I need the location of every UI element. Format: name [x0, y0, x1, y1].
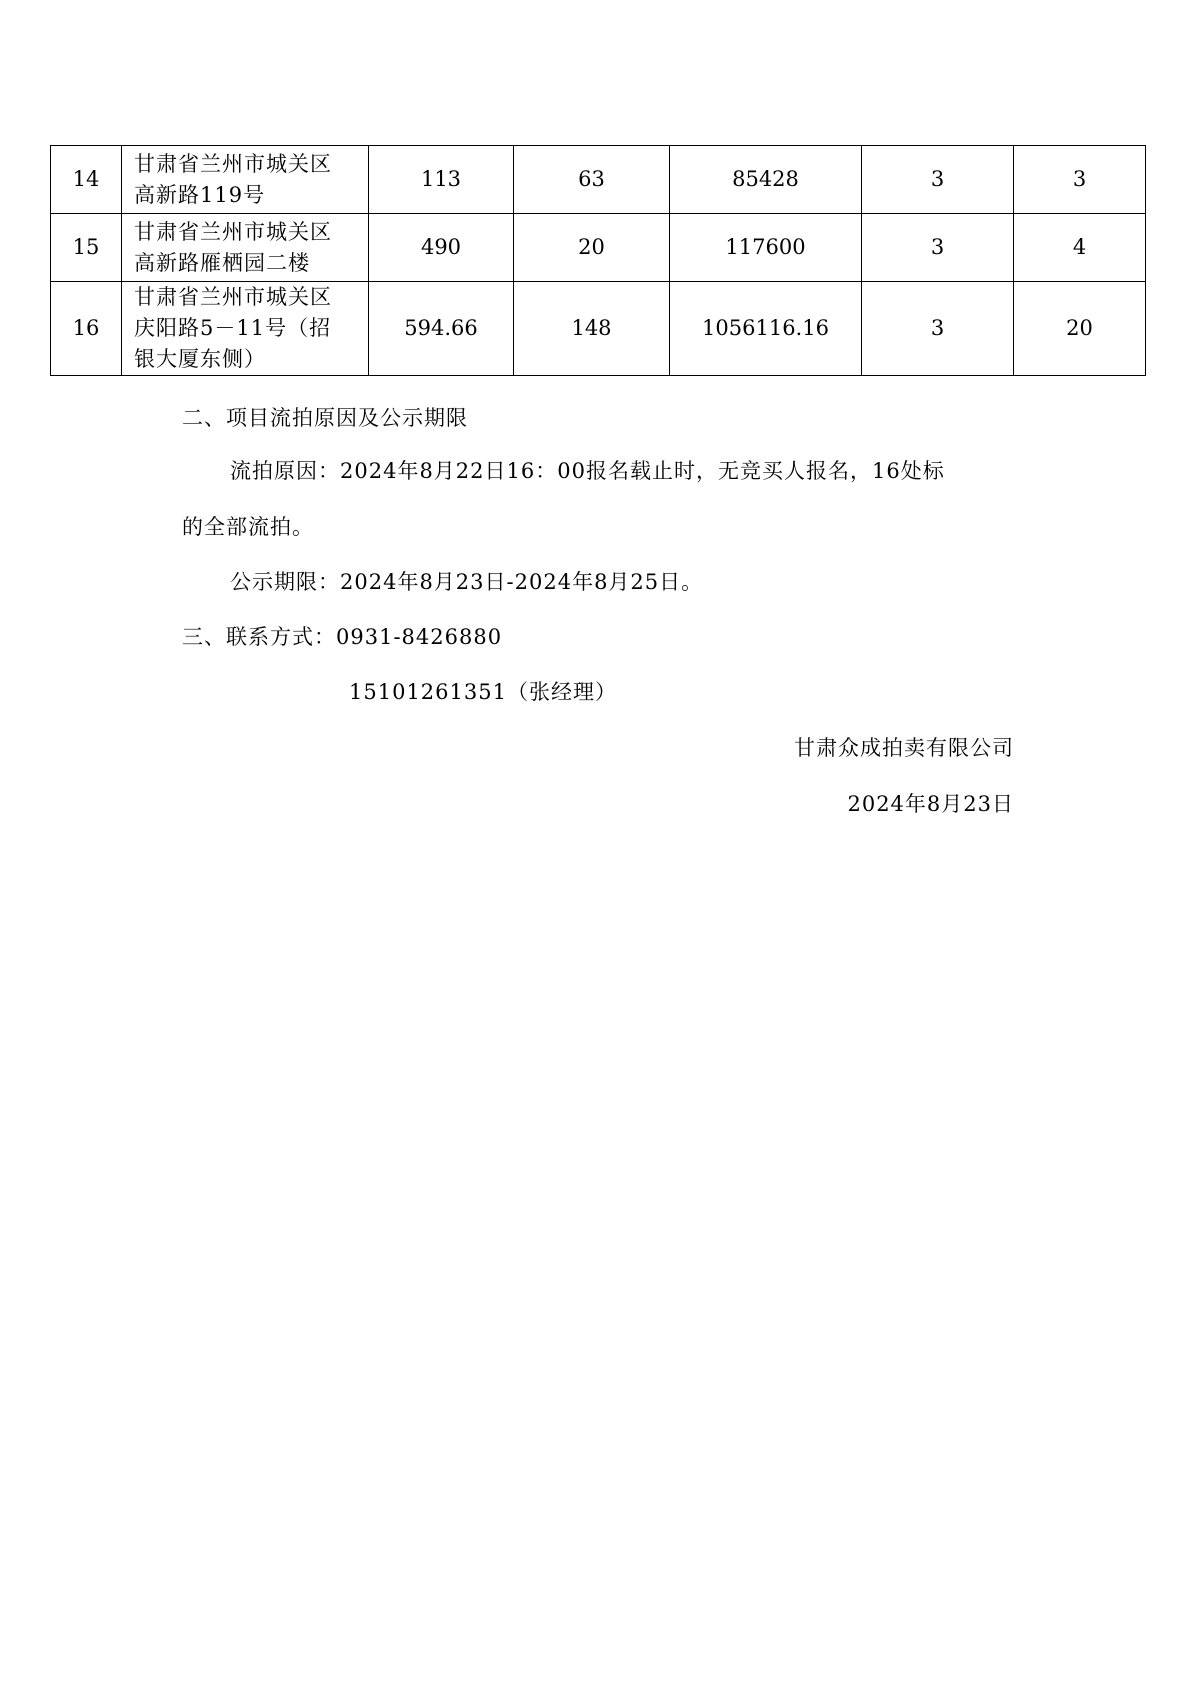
- table-cell: 20: [1014, 282, 1146, 376]
- signature-date: 2024年8月23日: [847, 792, 1014, 816]
- table-cell: 1056116.16: [670, 282, 862, 376]
- notice-period: 公示期限：2024年8月23日-2024年8月25日。: [230, 570, 704, 594]
- address-line: 甘肃省兰州市城关区: [134, 151, 332, 176]
- address-line: 高新路雁栖园二楼: [134, 250, 310, 275]
- table-cell: 4: [1014, 214, 1146, 282]
- section2-heading: 二、项目流拍原因及公示期限: [182, 406, 468, 430]
- table-cell: 85428: [670, 146, 862, 214]
- address-line: 庆阳路5－11号（招: [134, 316, 332, 340]
- table-cell: 3: [1014, 146, 1146, 214]
- table-cell: 3: [862, 214, 1014, 282]
- table-cell: 3: [862, 146, 1014, 214]
- lot-number: 14: [51, 146, 122, 214]
- failure-reason-line2: 的全部流拍。: [182, 515, 314, 539]
- lot-number: 15: [51, 214, 122, 282]
- table-cell: 490: [369, 214, 514, 282]
- company-signature: 甘肃众成拍卖有限公司: [794, 736, 1014, 760]
- table-cell: 117600: [670, 214, 862, 282]
- lot-number: 16: [51, 282, 122, 376]
- lot-address: [122, 214, 369, 282]
- table-cell: 148: [514, 282, 670, 376]
- address-line: 甘肃省兰州市城关区: [134, 219, 332, 244]
- lot-address: [122, 282, 369, 376]
- address-line: 甘肃省兰州市城关区: [134, 285, 332, 309]
- table-cell: 63: [514, 146, 670, 214]
- address-line: 银大厦东侧）: [134, 347, 266, 371]
- table-cell: 3: [862, 282, 1014, 376]
- table-cell: 20: [514, 214, 670, 282]
- contact-phone: 三、联系方式：0931-8426880: [182, 625, 503, 649]
- table-cell: 594.66: [369, 282, 514, 376]
- address-line: 高新路119号: [134, 182, 266, 207]
- lot-address: [122, 146, 369, 214]
- table-row: [51, 282, 1146, 376]
- table-row: [51, 146, 1146, 214]
- lots-table: [50, 145, 1146, 376]
- table-row: [51, 214, 1146, 282]
- table-cell: 113: [369, 146, 514, 214]
- contact-mobile: 15101261351（张经理）: [349, 680, 617, 704]
- failure-reason-line1: 流拍原因：2024年8月22日16：00报名载止时，无竞买人报名，16处标: [230, 459, 945, 483]
